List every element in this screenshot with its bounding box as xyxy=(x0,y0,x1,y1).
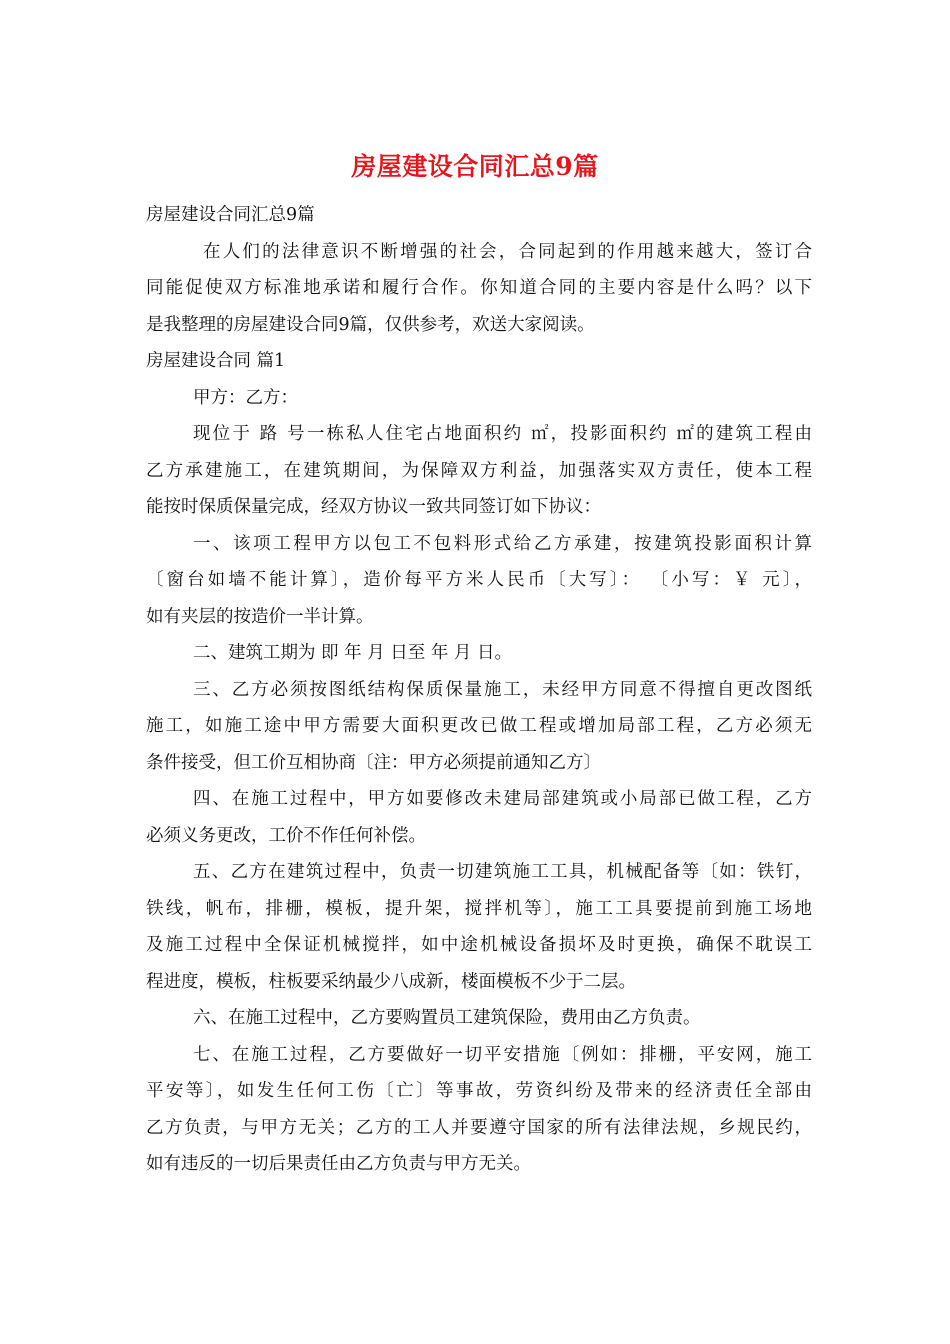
document-body xyxy=(146,197,812,1183)
paragraph-line: 四、在施工过程中，甲方如要修改未建局部建筑或小局部已做工程，乙方 xyxy=(193,789,812,809)
paragraph-line: 〔窗台如墙不能计算〕，造价每平方米人民币〔大写〕： 〔小写：￥ 元〕， xyxy=(146,570,812,590)
paragraph-line: 甲方：乙方： xyxy=(193,387,298,408)
paragraph-line: 七、在施工过程，乙方要做好一切平安措施〔例如：排栅，平安网，施工 xyxy=(193,1044,812,1065)
paragraph-line: 是我整理的房屋建设合同9篇，仅供参考，欢送大家阅读。 xyxy=(146,314,595,335)
paragraph-line: 乙方承建施工，在建筑期间，为保障双方利益，加强落实双方责任，使本工程 xyxy=(146,460,812,481)
paragraph-line: 现位于 路 号一栋私人住宅占地面积约 ㎡，投影面积约 ㎡的建筑工程由 xyxy=(193,424,812,444)
paragraph-line: 能按时保质保量完成，经双方协议一致共同签订如下协议： xyxy=(146,497,601,517)
paragraph-line: 条件接受，但工价互相协商〔注：甲方必须提前通知乙方〕 xyxy=(146,752,601,773)
paragraph-line: 房屋建设合同汇总9篇 xyxy=(146,205,315,225)
paragraph-line: 五、乙方在建筑过程中，负责一切建筑施工工具，机械配备等〔如：铁钉， xyxy=(193,862,812,882)
paragraph-line: 二、建筑工期为 即 年 月 日至 年 月 日。 xyxy=(193,643,512,663)
paragraph-line: 三、乙方必须按图纸结构保质保量施工，未经甲方同意不得擅自更改图纸 xyxy=(193,679,812,700)
paragraph-line: 平安等〕，如发生任何工伤〔亡〕等事故，劳资纠纷及带来的经济责任全部由 xyxy=(146,1081,812,1101)
paragraph-line: 铁线，帆布，排栅，模板，提升架，搅拌机等〕，施工工具要提前到施工场地 xyxy=(146,898,812,919)
paragraph-line: 如有夹层的按造价一半计算。 xyxy=(146,606,374,627)
paragraph-line: 施工，如施工途中甲方需要大面积更改已做工程或增加局部工程，乙方必须无 xyxy=(146,716,812,736)
paragraph-line: 程进度，模板，柱板要采纳最少八成新，楼面模板不少于二层。 xyxy=(146,971,636,992)
paragraph-line: 乙方负责，与甲方无关；乙方的工人并要遵守国家的所有法律法规，乡规民约， xyxy=(146,1117,812,1138)
paragraph-line: 如有违反的一切后果责任由乙方负责与甲方无关。 xyxy=(146,1154,531,1174)
paragraph-line: 一、该项工程甲方以包工不包料形式给乙方承建，按建筑投影面积计算 xyxy=(193,533,812,554)
paragraph-line: 必须义务更改，工价不作任何补偿。 xyxy=(146,825,426,846)
paragraph-line: 在人们的法律意识不断增强的社会，合同起到的作用越来越大，签订合 xyxy=(203,241,812,262)
document-title: 房屋建设合同汇总9篇 xyxy=(351,152,599,181)
paragraph-line: 六、在施工过程中，乙方要购置员工建筑保险，费用由乙方负责。 xyxy=(193,1008,701,1028)
paragraph-line: 同能促使双方标准地承诺和履行合作。你知道合同的主要内容是什么吗？以下 xyxy=(146,278,812,298)
paragraph-line: 房屋建设合同 篇1 xyxy=(146,351,286,371)
paragraph-line: 及施工过程中全保证机械搅拌，如中途机械设备损坏及时更换，确保不耽误工 xyxy=(146,935,812,955)
